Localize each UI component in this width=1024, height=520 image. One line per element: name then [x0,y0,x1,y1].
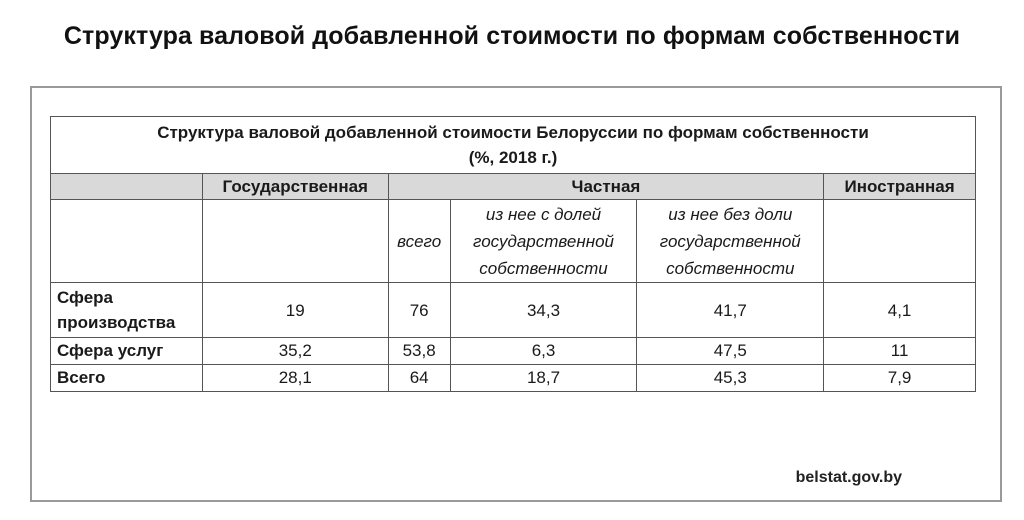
subheader-with-state-share [450,200,637,283]
row-label-line2: производства [57,313,176,332]
cell-private-total: 53,8 [388,338,450,365]
cell-with-state: 6,3 [450,338,637,365]
cell-state: 19 [202,283,388,338]
cell-without-state: 47,5 [637,338,824,365]
subheader-with-line3: собственности [479,258,608,278]
cell-state: 28,1 [202,365,388,392]
subheader-without-line1: из нее без доли [668,204,793,224]
table-title-row [51,117,976,174]
subheader-without-line2: государственной [659,231,801,251]
table-title-line1: Структура валовой добавленной стоимости Белоруссии по формам собственности [157,123,869,142]
cell-state: 35,2 [202,338,388,365]
row-label-line1: Сфера [57,288,113,307]
subheader-with-line2: государственной [473,231,614,251]
subheader-without-state-share [637,200,824,283]
table-title [51,117,976,174]
cell-private-total: 64 [388,365,450,392]
group-header-row [51,174,976,200]
cell-foreign: 11 [824,338,976,365]
row-label-production [51,283,203,338]
row-label-services: Сфера услуг [51,338,203,365]
table-row [51,365,976,392]
ownership-table [50,116,976,392]
header-private: Частная [388,174,823,200]
row-label-total: Всего [51,365,203,392]
subheader-empty-2 [202,200,388,283]
subheader-total: всего [388,200,450,283]
cell-with-state: 18,7 [450,365,637,392]
subheader-without-line3: собственности [666,258,795,278]
cell-without-state: 45,3 [637,365,824,392]
subheader-row [51,200,976,283]
header-state: Государственная [202,174,388,200]
subheader-empty-3 [824,200,976,283]
corner-cell [51,174,203,200]
cell-foreign: 7,9 [824,365,976,392]
cell-foreign: 4,1 [824,283,976,338]
header-foreign: Иностранная [824,174,976,200]
page-title: Структура валовой добавленной стоимости по формам собственности [63,22,961,50]
table-row [51,283,976,338]
table-title-line2: (%, 2018 г.) [468,148,558,167]
table-row [51,338,976,365]
cell-private-total: 76 [388,283,450,338]
cell-without-state: 41,7 [637,283,824,338]
subheader-empty-1 [51,200,203,283]
source-credit: belstat.gov.by [795,469,902,486]
cell-with-state: 34,3 [450,283,637,338]
subheader-with-line1: из нее с долей [485,204,602,224]
